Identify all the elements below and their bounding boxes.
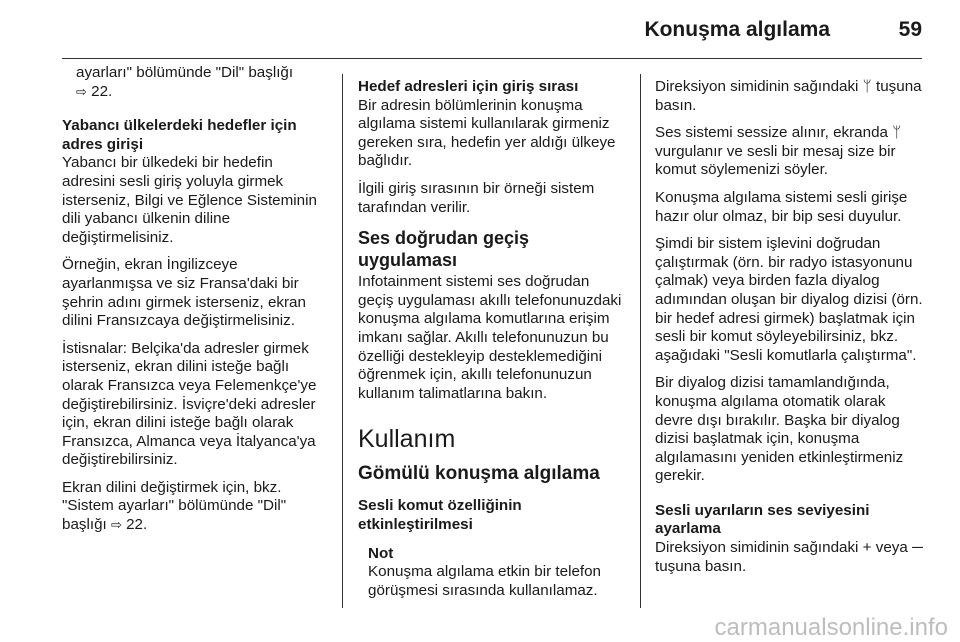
note-title: Not (368, 544, 394, 562)
column-3 (655, 78, 925, 585)
voice-control-icon: ᛘ (892, 124, 902, 142)
paragraph: Yabancı bir ülkedeki bir hedefin adresini sesli giriş yoluyla girmek isterseniz, Bilgi ve Eğlence Sisteminin dili yabancı ülkenin diline değiştirmelisiniz. (62, 154, 317, 246)
chapter-heading: Kullanım (358, 425, 456, 454)
continued-reference: ayarları" bölümünde "Dil" başlığı ⇨ 22. (76, 64, 294, 100)
paragraph: Bir adresin bölümlerinin konuşma algılama sistemi kullanılarak girmeniz gereken sıra, hedefin yer aldığı ülkeye bağlıdır. (358, 96, 616, 170)
paragraph: Bir diyalog dizisi tamamlandığında, konuşma algılama otomatik olarak devre dışı bırakılır. Başka bir diyalog dizisi başlatmak için, konuşma algılamasını yeniden etkinleştirmeniz gerekir. (655, 374, 904, 485)
paragraph: Ekran dilini değiştirmek için, bkz. "Sistem ayarları" bölümünde "Dil" başlığı ⇨ 22. (62, 478, 287, 534)
paragraph: Direksiyon simidinin sağındaki + veya ─ tuşuna basın. (655, 539, 923, 575)
watermark: carmanualsonline.info (714, 614, 948, 641)
column-divider-1 (342, 74, 343, 608)
page-header (0, 0, 960, 58)
paragraph: Direksiyon simidinin sağındaki ᛘ tuşuna basın. (655, 78, 922, 114)
paragraph: İstisnalar: Belçika'da adresler girmek isterseniz, ekran dilini isteğe bağlı olarak Fransızca veya Felemenkçe'ye değiştirebilirsiniz. İsviçre'deki adresler için, ekran dilini isteğe bağlı olarak Fransızca, Almanca veya İtalyanca'ya değiştirebilirsiniz. (62, 339, 317, 469)
paragraph: Örneğin, ekran İngilizceye ayarlanmışsa ve siz Fransa'daki bir şehrin adını girmek isterseniz, ekran dilini Fransızcaya değiştirmelisiniz. (62, 256, 306, 330)
paragraph: Ses sistemi sessize alınır, ekranda ᛘ vurgulanır ve sesli bir mesaj size bir komut söylemenizi söyler. (655, 124, 902, 179)
note-box (358, 545, 626, 601)
subsection-heading: Gömülü konuşma algılama (358, 463, 600, 485)
header-rule (62, 58, 922, 59)
page-title: Konuşma algılama (644, 18, 830, 41)
section-heading: Ses doğrudan geçiş uygulaması (358, 228, 530, 271)
page-reference-arrow-icon: ⇨ (76, 83, 87, 99)
paragraph: Konuşma algılama sistemi sesli girişe hazır olur olmaz, bir bip sesi duyulur. (655, 188, 908, 225)
section-heading: Hedef adresleri için giriş sırası (358, 78, 579, 95)
page-number: 59 (898, 18, 922, 41)
minus-icon: ─ (912, 539, 923, 557)
section-heading: Sesli komut özelliğinin etkinleştirilmesi (358, 497, 522, 533)
note-text: Konuşma algılama etkin bir telefon görüşmesi sırasında kullanılamaz. (368, 563, 602, 599)
page-reference-arrow-icon: ⇨ (110, 517, 122, 533)
paragraph: Infotainment sistemi ses doğrudan geçiş uygulaması akıllı telefonunuzdaki konuşma algılama komutlarına erişim imkanı sağlar. Akıllı telefonunuzun bu özelliği destekleyip desteklemediğini öğrenmek için, akıllı telefonunuzun kullanım talimatlarına bakın. (358, 273, 622, 402)
paragraph: İlgili giriş sırasının bir örneği sistem tarafından verilir. (358, 179, 595, 216)
column-2 (358, 78, 626, 600)
section-heading: Yabancı ülkelerdeki hedefler için adres girişi (62, 117, 297, 153)
column-1 (62, 64, 330, 544)
plus-icon: + (862, 539, 872, 557)
column-divider-2 (640, 74, 641, 608)
voice-control-icon: ᛘ (862, 78, 872, 95)
paragraph: Şimdi bir sistem işlevini doğrudan çalıştırmak (örn. bir radyo istasyonunu çalmak) veya birden fazla diyalog adımından oluşan bir diyalog dizisi (örn. bir hedef adresi girmek) başlatmak için sesli bir komut söyleyebilirsiniz, bkz. aşağıdaki "Sesli komutlarla çalıştırma". (655, 235, 923, 364)
section-heading: Sesli uyarıların ses seviyesini ayarlama (655, 501, 870, 538)
